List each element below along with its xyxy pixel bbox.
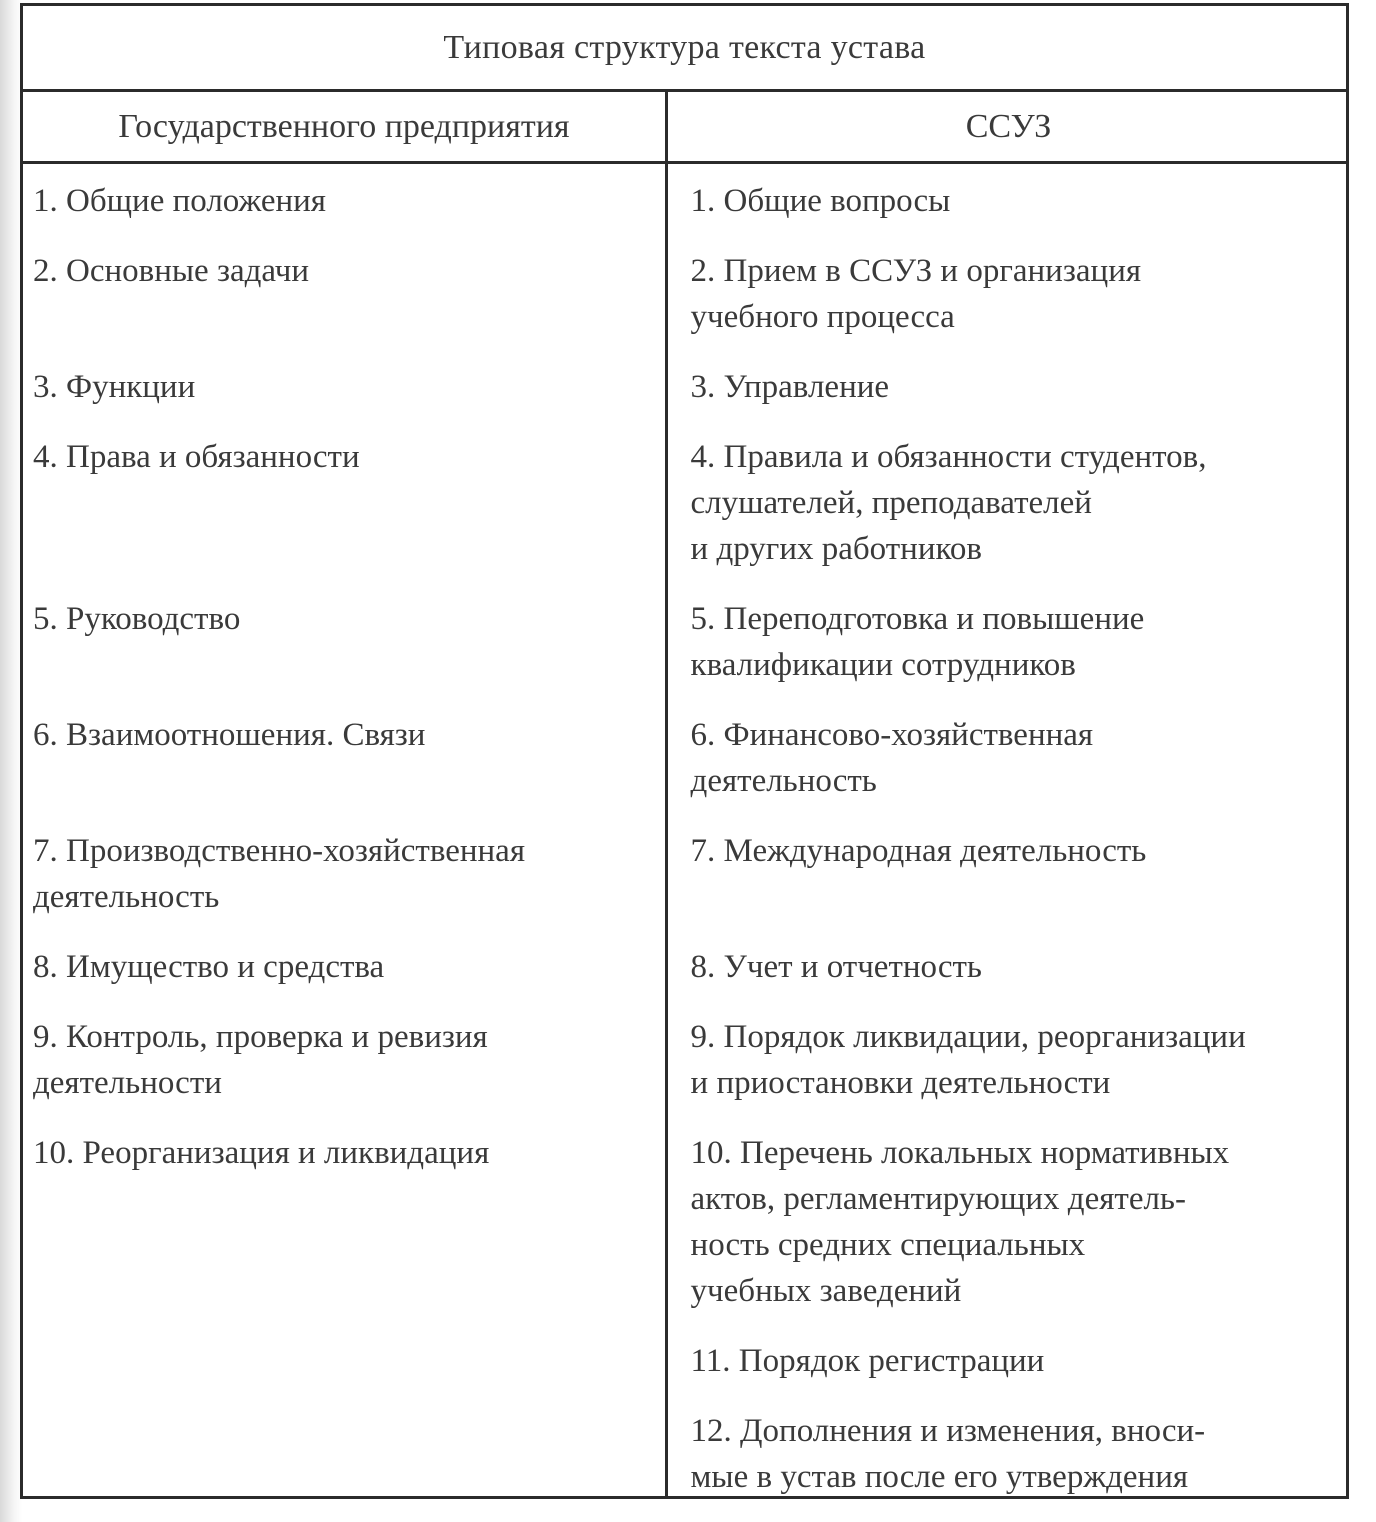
table-cell-enterprise: 6. Взаимоотношения. Связи bbox=[33, 717, 426, 753]
table-cell-enterprise: 1. Общие положения bbox=[33, 183, 326, 219]
table-cell-ssuz: 12. Дополнения и изменения, вноси- мые в устав после его утверждения bbox=[690, 1413, 1206, 1495]
table-cell-ssuz: 7. Международная деятельность bbox=[690, 833, 1147, 869]
table-cell-enterprise: 9. Контроль, проверка и ревизия деятельности bbox=[33, 1019, 488, 1101]
charter-structure-table bbox=[20, 3, 1349, 1499]
scan-edge-shading bbox=[0, 0, 22, 1522]
table-cell-enterprise bbox=[23, 1394, 667, 1510]
table-cell-ssuz: 4. Правила и обязанности студентов, слушателей, преподавателей и других работников bbox=[690, 439, 1207, 567]
table-cell-enterprise: 5. Руководство bbox=[33, 601, 241, 637]
column-header-state-enterprise: Государственного предприятия bbox=[118, 107, 570, 145]
table-cell-ssuz: 5. Переподготовка и повышение квалификации сотрудников bbox=[690, 601, 1145, 683]
column-header-row bbox=[23, 92, 1346, 164]
column-header-ssuz: ССУЗ bbox=[965, 107, 1052, 145]
table-row bbox=[23, 1324, 1346, 1394]
table-row bbox=[23, 234, 1346, 350]
table-row bbox=[23, 1394, 1346, 1510]
table-row bbox=[23, 1116, 1346, 1324]
table-cell-enterprise: 3. Функции bbox=[33, 369, 196, 405]
table-row bbox=[23, 1000, 1346, 1116]
table-title: Типовая структура текста устава bbox=[23, 6, 1346, 92]
table-body bbox=[23, 164, 1346, 1496]
table-cell-enterprise: 10. Реорганизация и ликвидация bbox=[33, 1135, 490, 1171]
table-row bbox=[23, 698, 1346, 814]
table-cell-ssuz: 8. Учет и отчетность bbox=[690, 949, 982, 985]
table-cell-ssuz: 2. Прием в ССУЗ и организация учебного процесса bbox=[690, 253, 1142, 335]
table-cell-ssuz: 3. Управление bbox=[690, 369, 890, 405]
table-cell-enterprise: 8. Имущество и средства bbox=[33, 949, 385, 985]
table-cell-enterprise: 7. Производственно-хозяйственная деятельность bbox=[33, 833, 526, 915]
table-row bbox=[23, 164, 1346, 234]
table-cell-ssuz: 9. Порядок ликвидации, реорганизации и приостановки деятельности bbox=[690, 1019, 1246, 1101]
table-cell-ssuz: 1. Общие вопросы bbox=[690, 183, 951, 219]
table-cell-ssuz: 10. Перечень локальных нормативных актов, регламентирующих деятель- ность средних специальных учебных заведений bbox=[690, 1135, 1230, 1309]
table-cell-enterprise bbox=[23, 1324, 667, 1394]
table-cell-enterprise: 2. Основные задачи bbox=[33, 253, 310, 289]
table-row bbox=[23, 350, 1346, 420]
table-cell-enterprise: 4. Права и обязанности bbox=[33, 439, 360, 475]
table-row bbox=[23, 814, 1346, 930]
table-row bbox=[23, 582, 1346, 698]
table-row bbox=[23, 930, 1346, 1000]
table-cell-ssuz: 6. Финансово-хозяйственная деятельность bbox=[690, 717, 1094, 799]
table-row bbox=[23, 420, 1346, 582]
table-cell-ssuz: 11. Порядок регистрации bbox=[690, 1343, 1045, 1379]
